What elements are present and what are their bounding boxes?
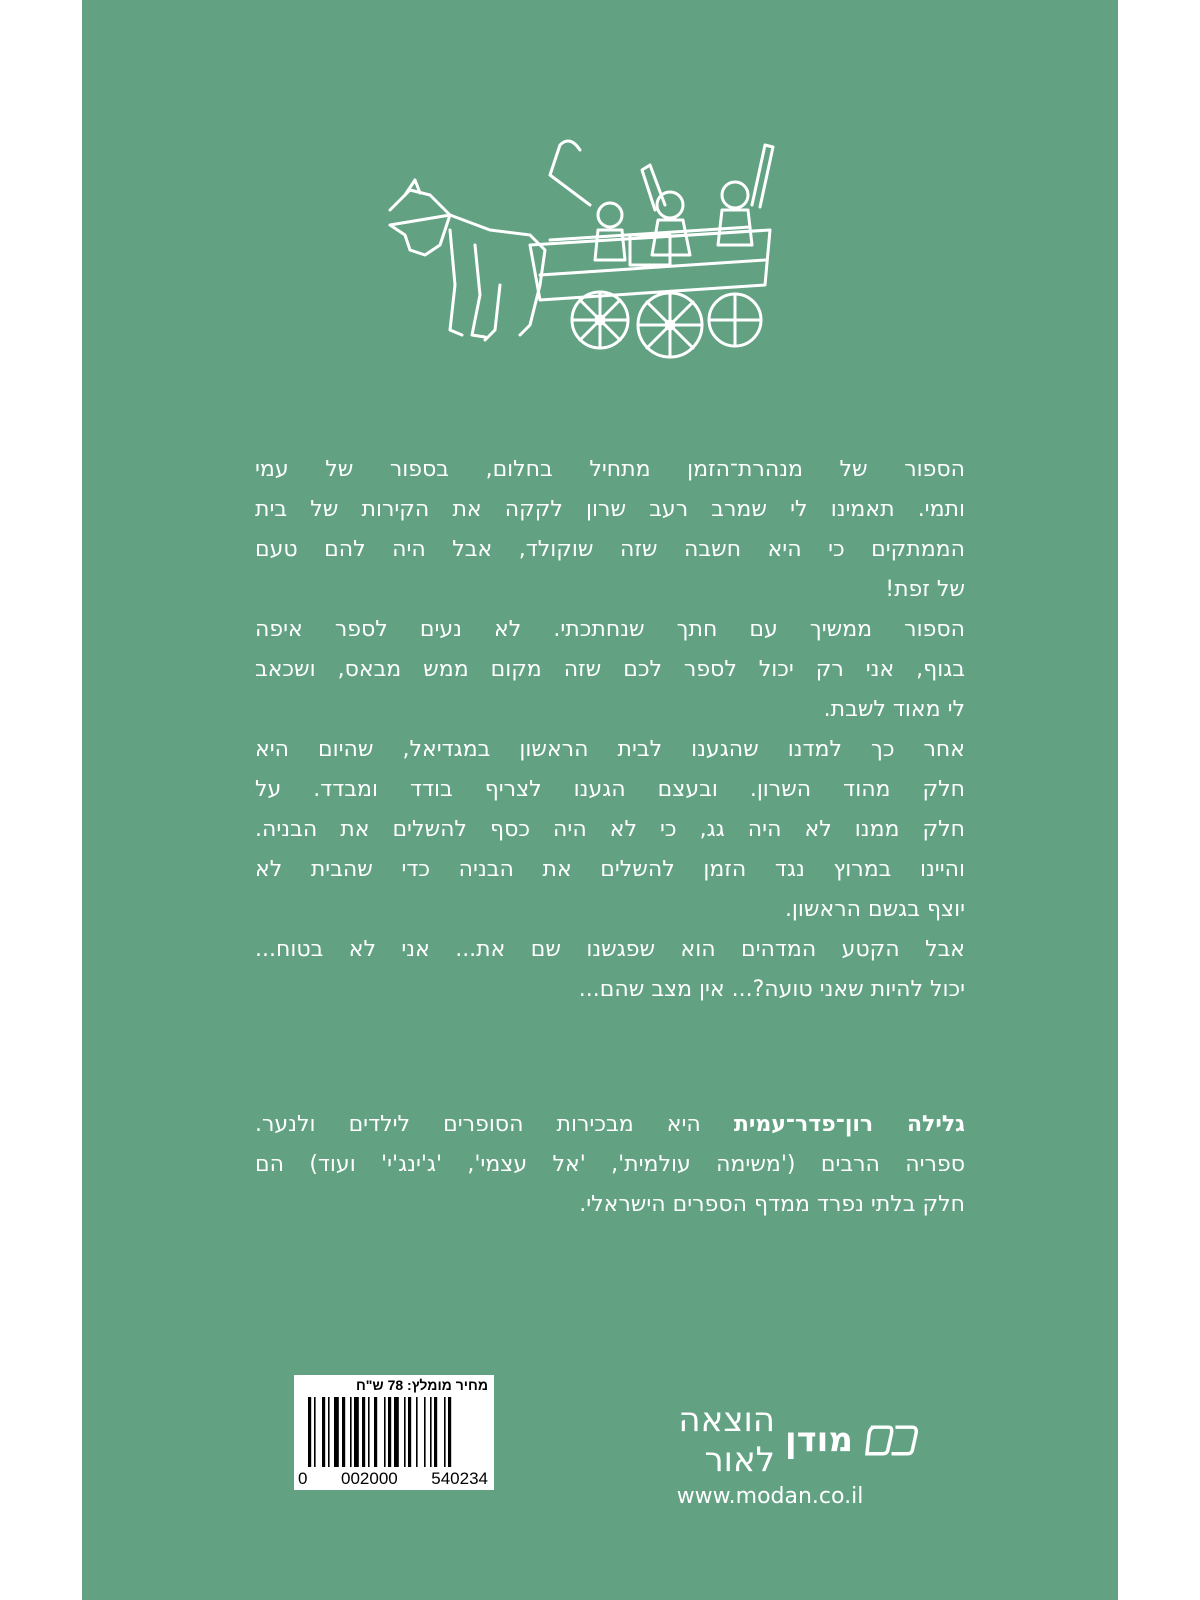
blurb-line: והיינו במרוץ נגד הזמן להשלים את הבניה כדי שהבית לא — [255, 857, 965, 882]
bio-line: חלק בלתי נפרד ממדף הספרים הישראלי. — [579, 1192, 965, 1217]
barcode-bar — [334, 1397, 339, 1467]
blurb-line: יוצף בגשם הראשון. — [784, 897, 965, 922]
barcode-bar — [342, 1397, 345, 1467]
blurb-line: בגוף, אני רק יכול לספר לכם שזה מקום ממש מבאס, ושכאב — [255, 657, 965, 682]
barcode-number — [298, 1469, 488, 1489]
modan-book-logo-icon — [863, 1423, 920, 1457]
author-bio — [255, 1105, 965, 1225]
publisher-url[interactable]: www.modan.co.il — [676, 1484, 864, 1509]
barcode-digits-last: 540234 — [431, 1469, 488, 1488]
blurb-line: חלק מהוד השרון. ובעצם הגענו לצריף בודד ומבדד. על — [255, 777, 965, 802]
barcode-bar — [424, 1397, 426, 1467]
barcode-bar — [404, 1397, 406, 1467]
barcode-digits-mid: 002000 — [341, 1469, 398, 1488]
blurb-text — [255, 450, 965, 1010]
blurb-line: אבל הקטע המדהים הוא שפגשנו שם את... אני לא בטוח... — [255, 937, 965, 962]
barcode-bar — [350, 1397, 352, 1467]
bio-line — [255, 1105, 965, 1145]
horse-cart-illustration — [380, 135, 780, 375]
barcode-bar — [368, 1397, 370, 1467]
publisher-tagline: הוצאה לאור — [678, 1400, 775, 1480]
publisher-block — [600, 1400, 920, 1509]
barcode-label — [294, 1375, 494, 1490]
blurb-line: הממתקים כי היא חשבה שזה שוקולד, אבל היה להם טעם — [255, 537, 965, 562]
blurb-line: ותמי. תאמינו לי שמרב רעב שרון לקקה את הקירות של בית — [255, 497, 965, 522]
barcode-bar — [388, 1397, 391, 1467]
blurb-line: אחר כך למדנו שהגענו לבית הראשון במגדיאל, שהיום היא — [255, 737, 965, 762]
blurb-line: חלק ממנו לא היה גג, כי לא היה כסף להשלים את הבניה. — [255, 817, 965, 842]
bio-line: ספריה הרבים ('משימה עולמית', 'אל עצמי', 'ג'ינג'י' ועוד) הם — [255, 1152, 965, 1177]
barcode-bar — [322, 1397, 325, 1467]
barcode-bar — [394, 1397, 399, 1467]
blurb-line: הספור של מנהרת־הזמן מתחיל בחלום, בספור של עמי — [255, 457, 965, 482]
barcode-bars — [308, 1397, 488, 1467]
barcode-bar — [362, 1397, 365, 1467]
author-name: גלילה רון־פדר־עמית — [733, 1112, 965, 1137]
barcode-bar — [308, 1397, 311, 1467]
barcode-bar — [314, 1397, 316, 1467]
barcode-digits-first: 0 — [298, 1469, 308, 1488]
barcode-bar — [384, 1397, 386, 1467]
barcode-bar — [430, 1397, 432, 1467]
blurb-line: של זפת! — [885, 577, 965, 602]
price-label: מחיר מומלץ: 78 ש"ח — [355, 1377, 488, 1393]
barcode-bar — [408, 1397, 411, 1467]
blurb-line: יכול להיות שאני טועה?... אין מצב שהם... — [578, 977, 965, 1002]
barcode-bar — [354, 1397, 359, 1467]
barcode-bar — [328, 1397, 330, 1467]
barcode-bar — [374, 1397, 377, 1467]
blurb-line: לי מאוד לשבת. — [823, 697, 965, 722]
barcode-bar — [416, 1397, 418, 1467]
barcode-bar — [444, 1397, 446, 1467]
barcode-bar — [434, 1397, 437, 1467]
barcode-bar — [448, 1397, 451, 1467]
bio-text: היא מבכירות הסופרים לילדים ולנער. — [255, 1112, 734, 1137]
blurb-line: הספור ממשיך עם חתך שנחתכתי. לא נעים לספר איפה — [255, 617, 965, 642]
publisher-name: מודן — [785, 1420, 853, 1460]
